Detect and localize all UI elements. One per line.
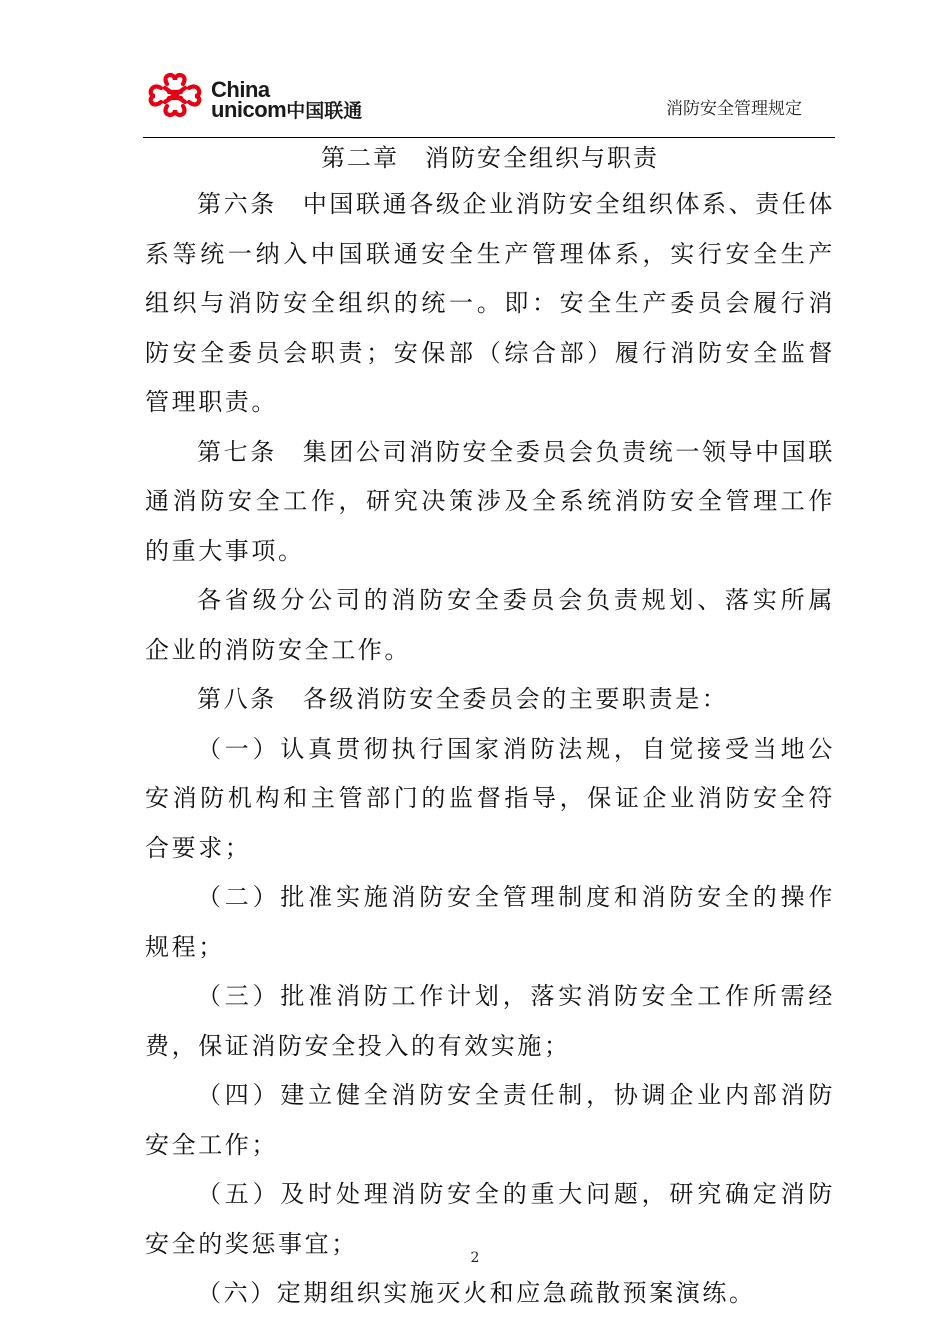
chapter-name: 消防安全组织与职责 — [425, 144, 659, 172]
article-number: 第六条 — [197, 190, 277, 218]
paragraph-text: 各省级分公司的消防安全委员会负责规划、落实所属企业的消防安全工作。 — [145, 586, 835, 664]
company-logo — [143, 70, 373, 120]
list-item-text: （五）及时处理消防安全的重大问题，研究确定消防安全的奖惩事宜； — [145, 1180, 835, 1258]
list-item-text: （二）批准实施消防安全管理制度和消防安全的操作规程； — [145, 883, 835, 961]
list-item — [145, 1071, 835, 1170]
list-item-text: （四）建立健全消防安全责任制，协调企业内部消防安全工作； — [145, 1081, 835, 1159]
list-item — [145, 972, 835, 1071]
document-header-title: 消防安全管理规定 — [666, 99, 802, 119]
logo-wordmark-china: China — [211, 77, 270, 102]
list-item-text: （一）认真贯彻执行国家消防法规，自觉接受当地公安消防机构和主管部门的监督指导，保证企业消防安全符合要求； — [145, 734, 835, 862]
article-paragraph — [145, 180, 835, 428]
article-text: 中国联通各级企业消防安全组织体系、责任体系等统一纳入中国联通安全生产管理体系，实行安全生产组织与消防安全组织的统一。即：安全生产委员会履行消防安全委员会职责；安保部（综合部）履行消防安全监督管理职责。 — [145, 190, 835, 416]
article-paragraph — [145, 428, 835, 577]
logo-wordmark-cn: 中国联通 — [286, 101, 363, 122]
list-item — [145, 725, 835, 874]
logo-wordmark-unicom-en: unicom — [211, 97, 287, 122]
unicom-knot-icon — [143, 70, 209, 120]
article-text: 各级消防安全委员会的主要职责是： — [302, 685, 729, 713]
chapter-number: 第二章 — [321, 144, 399, 172]
list-item-text: （三）批准消防工作计划，落实消防安全工作所需经费，保证消防安全投入的有效实施； — [145, 982, 835, 1060]
article-text: 集团公司消防安全委员会负责统一领导中国联通消防安全工作，研究决策涉及全系统消防安全管理工作的重大事项。 — [145, 437, 835, 565]
list-item-text: （六）定期组织实施灭火和应急疏散预案演练。 — [197, 1279, 756, 1307]
article-number: 第七条 — [197, 437, 277, 466]
logo-wordmark-unicom — [211, 96, 362, 123]
article-paragraph — [145, 675, 835, 725]
article-number: 第八条 — [197, 685, 277, 713]
document-body — [145, 138, 835, 1319]
list-item — [145, 873, 835, 972]
list-item — [145, 1269, 835, 1319]
page-number: 2 — [470, 1250, 480, 1266]
paragraph — [145, 576, 835, 675]
chapter-heading — [145, 138, 835, 180]
